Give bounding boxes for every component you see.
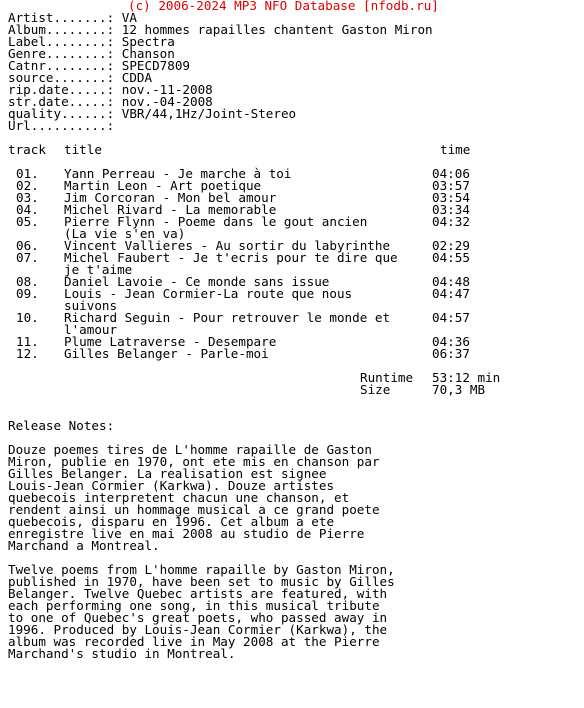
meta-value: VA [121,10,137,25]
notes-en-line: Belanger. Twelve Quebec artists are featured, with [8,586,388,601]
time-column-header: time [440,142,471,157]
title-column-header: title [64,142,102,157]
notes-en-line: Marchand's studio in Montreal. [8,646,236,661]
notes-en-line: to one of Quebec's great poets, who passed away in [8,610,388,625]
track-time: 03:57 [432,178,470,193]
runtime-label: Runtime [360,370,414,385]
notes-fr-line: Marchand a Montreal. [8,538,160,553]
track-time: 04:47 [432,286,470,301]
track-number: 05. [16,214,39,229]
track-title: Michel Rivard - La memorable [64,202,277,217]
notes-en-line: album was recorded live in May 2008 at the Pierre [8,634,380,649]
track-time: 04:55 [432,250,470,265]
track-title: Daniel Lavoie - Ce monde sans issue [64,274,330,289]
track-time: 06:37 [432,346,470,361]
track-title: Richard Seguin - Pour retrouver le monde et [64,310,391,325]
track-number: 01. [16,166,39,181]
track-number: 07. [16,250,39,265]
track-number: 12. [16,346,39,361]
notes-en-line: Twelve poems from L'homme rapaille by Gaston Miron, [8,562,395,577]
track-number: 04. [16,202,39,217]
meta-line [8,120,122,132]
meta-label: Url..........: [8,118,115,133]
notes-fr-line: quebecois, disparu en 1996. Cet album a ete [8,514,335,529]
notes-fr-line: Douze poemes tires de L'homme rapaille de Gaston [8,442,372,457]
notes-fr-line: rendent ainsi un hommage musical a ce grand poete [8,502,380,517]
meta-value: nov.-11-2008 [121,82,213,97]
meta-label: Label........: [8,34,115,49]
track-time: 03:54 [432,190,470,205]
meta-label: source.......: [8,70,115,85]
meta-value: 12 hommes rapailles chantent Gaston Miron [121,22,433,37]
meta-label: Genre........: [8,46,115,61]
track-number: 09. [16,286,39,301]
track-number: 02. [16,178,39,193]
notes-en-line: each performing one song, in this musical tribute [8,598,380,613]
meta-value: SPECD7809 [121,58,190,73]
track-title: Louis - Jean Cormier-La route que nous [64,286,353,301]
notes-fr-line: Gilles Belanger. La realisation est signee [8,466,327,481]
track-number: 06. [16,238,39,253]
track-title: Pierre Flynn - Poeme dans le gout ancien [64,214,368,229]
track-column-header: track [8,142,46,157]
meta-label: Album........: [8,22,115,37]
meta-value: nov.-04-2008 [121,94,213,109]
track-title: Plume Latraverse - Desempare [64,334,277,349]
track-title: Gilles Belanger - Parle-moi [64,346,269,361]
track-number: 11. [16,334,39,349]
track-time: 04:48 [432,274,470,289]
notes-en-line: 1996. Produced by Louis-Jean Cormier (Karkwa), the [8,622,388,637]
track-title: Yann Perreau - Je marche à toi [64,166,292,181]
track-title-continued: (La vie s'en va) [64,226,186,241]
track-time: 04:36 [432,334,470,349]
track-number: 08. [16,274,39,289]
track-title: Vincent Vallieres - Au sortir du labyrinthe [64,238,391,253]
site-header: (c) 2006-2024 MP3 NFO Database [nfodb.ru] [128,0,439,13]
track-title: Jim Corcoran - Mon bel amour [64,190,277,205]
meta-value: Chanson [121,46,175,61]
meta-value: VBR/44,1Hz/Joint-Stereo [121,106,297,121]
track-title-continued: suivons [64,298,118,313]
track-title: Michel Faubert - Je t'ecris pour te dire que [64,250,398,265]
track-number: 10. [16,310,39,325]
meta-label: quality......: [8,106,115,121]
track-number: 03. [16,190,39,205]
meta-label: Catnr........: [8,58,115,73]
track-title: Martin Leon - Art poetique [64,178,262,193]
meta-label: rip.date.....: [8,82,115,97]
size-value: 70,3 MB [432,382,486,397]
notes-fr-line: Louis-Jean Cormier (Karkwa). Douze artistes [8,478,335,493]
track-time: 04:06 [432,166,470,181]
notes-en-line: published in 1970, have been set to music by Gilles [8,574,395,589]
release-notes-title: Release Notes: [8,418,115,433]
runtime-value: 53:12 min [432,370,501,385]
notes-fr-line: enregistre live en mai 2008 au studio de Pierre [8,526,365,541]
notes-fr-line: quebecois interpretent chacun une chanson, et [8,490,350,505]
size-label: Size [360,382,391,397]
meta-value: Spectra [121,34,175,49]
meta-label: Artist.......: [8,10,115,25]
meta-value: CDDA [121,70,153,85]
track-title-continued: l'amour [64,322,118,337]
track-time: 03:34 [432,202,470,217]
track-time: 02:29 [432,238,470,253]
notes-fr-line: Miron, publie en 1970, ont ete mis en chanson par [8,454,380,469]
meta-label: str.date.....: [8,94,115,109]
track-title-continued: je t'aime [64,262,133,277]
track-time: 04:32 [432,214,470,229]
track-time: 04:57 [432,310,470,325]
